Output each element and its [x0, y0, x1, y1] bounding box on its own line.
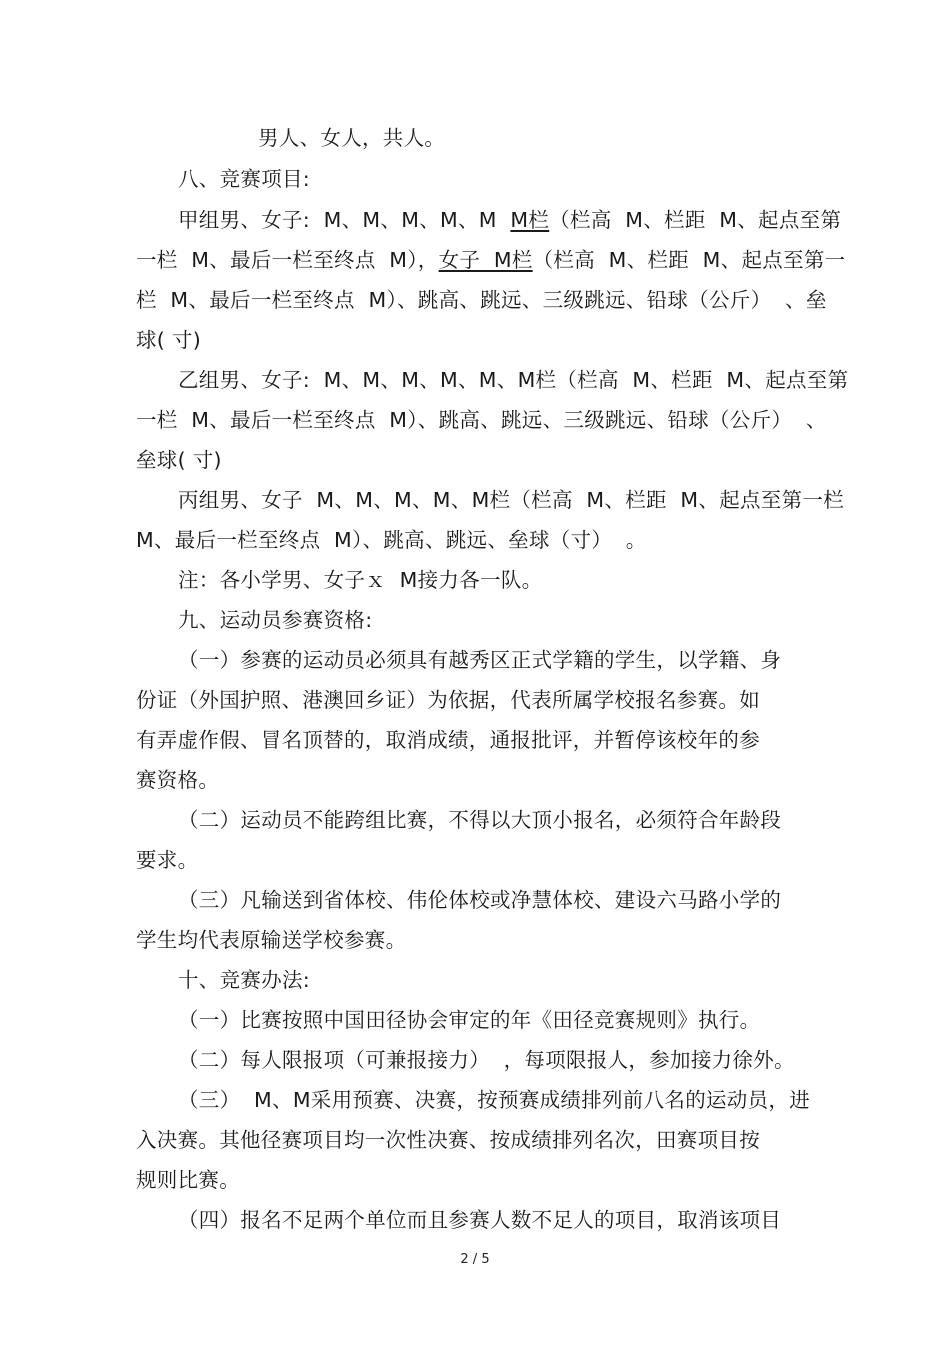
text-segment: 一栏 M、最后一栏至终点 M）， [136, 248, 439, 272]
underlined-text: M栏 [510, 208, 550, 232]
text-line [136, 1166, 240, 1194]
text-line [136, 246, 845, 274]
text-segment: （四）报名不足两个单位而且参赛人数不足人的项目，取消该项目 [178, 1208, 782, 1232]
text-segment: 丙组男、女子 M、M、M、M、M栏（栏高 M、栏距 M、起点至第一栏 [178, 488, 845, 512]
text-line [136, 926, 406, 954]
text-line [178, 206, 841, 234]
text-line [136, 326, 201, 354]
text-segment: 球( 寸) [136, 328, 202, 352]
text-line [178, 886, 781, 914]
text-line [178, 1206, 781, 1234]
page-number: 2 / 5 [460, 1252, 490, 1267]
text-line [258, 124, 445, 152]
text-line [136, 686, 760, 714]
section-heading [178, 966, 310, 994]
text-segment: M、最后一栏至终点 M）、跳高、跳远、垒球（寸） 。 [136, 528, 647, 552]
text-segment: 乙组男、女子: M、M、M、M、M、M栏（栏高 M、栏距 M、起点至第 [178, 368, 849, 392]
text-segment: 入决赛。其他径赛项目均一次性决赛、按成绩排列名次，田赛项目按 [136, 1128, 760, 1152]
text-segment: （三）凡输送到省体校、伟伦体校或净慧体校、建设六马路小学的 [178, 888, 782, 912]
text-segment: 注：各小学男、女子ｘ M接力各一队。 [178, 568, 543, 592]
text-segment: 栏 M、最后一栏至终点 M）、跳高、跳远、三级跳远、铅球（公斤） 、垒 [136, 288, 827, 312]
text-line [178, 806, 781, 834]
text-line [136, 406, 827, 434]
text-segment: 男人、女人，共人。 [258, 126, 446, 150]
text-segment: 有弄虚作假、冒名顶替的，取消成绩，通报批评，并暂停该校年的参 [136, 728, 760, 752]
note-line [178, 566, 542, 594]
text-segment: 甲组男、女子: M、M、M、M、M [178, 208, 511, 232]
text-segment: （二）每人限报项（可兼报接力） ，每项限报人，参加接力徐外。 [178, 1048, 795, 1072]
text-line [178, 366, 848, 394]
section-heading [178, 606, 372, 634]
text-line [178, 646, 781, 674]
text-line [136, 1126, 760, 1154]
text-segment: 十、竞赛办法: [178, 968, 311, 992]
text-segment: 九、运动员参赛资格: [178, 608, 373, 632]
text-line [136, 766, 219, 794]
section-heading [178, 165, 310, 193]
text-line [178, 486, 844, 514]
text-segment: 八、竞赛项目: [178, 167, 311, 191]
text-segment: 赛资格。 [136, 768, 220, 792]
text-segment: 一栏 M、最后一栏至终点 M）、跳高、跳远、三级跳远、铅球（公斤） 、 [136, 408, 827, 432]
text-line [136, 726, 760, 754]
text-segment: （栏高 M、栏距 M、起点至第一 [532, 248, 846, 272]
text-line [178, 1086, 810, 1114]
text-segment: 垒球( 寸) [136, 448, 222, 472]
text-segment: （三） M、M采用预赛、决赛，按预赛成绩排列前八名的运动员，进 [178, 1088, 811, 1112]
text-line [178, 1006, 760, 1034]
text-segment: （二）运动员不能跨组比赛，不得以大顶小报名，必须符合年龄段 [178, 808, 782, 832]
text-segment: 规则比赛。 [136, 1168, 240, 1192]
underlined-text: 女子 M栏 [438, 248, 533, 272]
text-line [136, 446, 222, 474]
text-segment: 学生均代表原输送学校参赛。 [136, 928, 407, 952]
text-segment: 份证（外国护照、港澳回乡证）为依据，代表所属学校报名参赛。如 [136, 688, 760, 712]
text-line [136, 846, 198, 874]
text-segment: （一）参赛的运动员必须具有越秀区正式学籍的学生，以学籍、身 [178, 648, 782, 672]
text-segment: 要求。 [136, 848, 199, 872]
text-line [136, 286, 827, 314]
text-segment: （一）比赛按照中国田径协会审定的年《田径竞赛规则》执行。 [178, 1008, 761, 1032]
text-line [178, 1046, 795, 1074]
text-line [136, 526, 647, 554]
text-segment: （栏高 M、栏距 M、起点至第 [549, 208, 842, 232]
